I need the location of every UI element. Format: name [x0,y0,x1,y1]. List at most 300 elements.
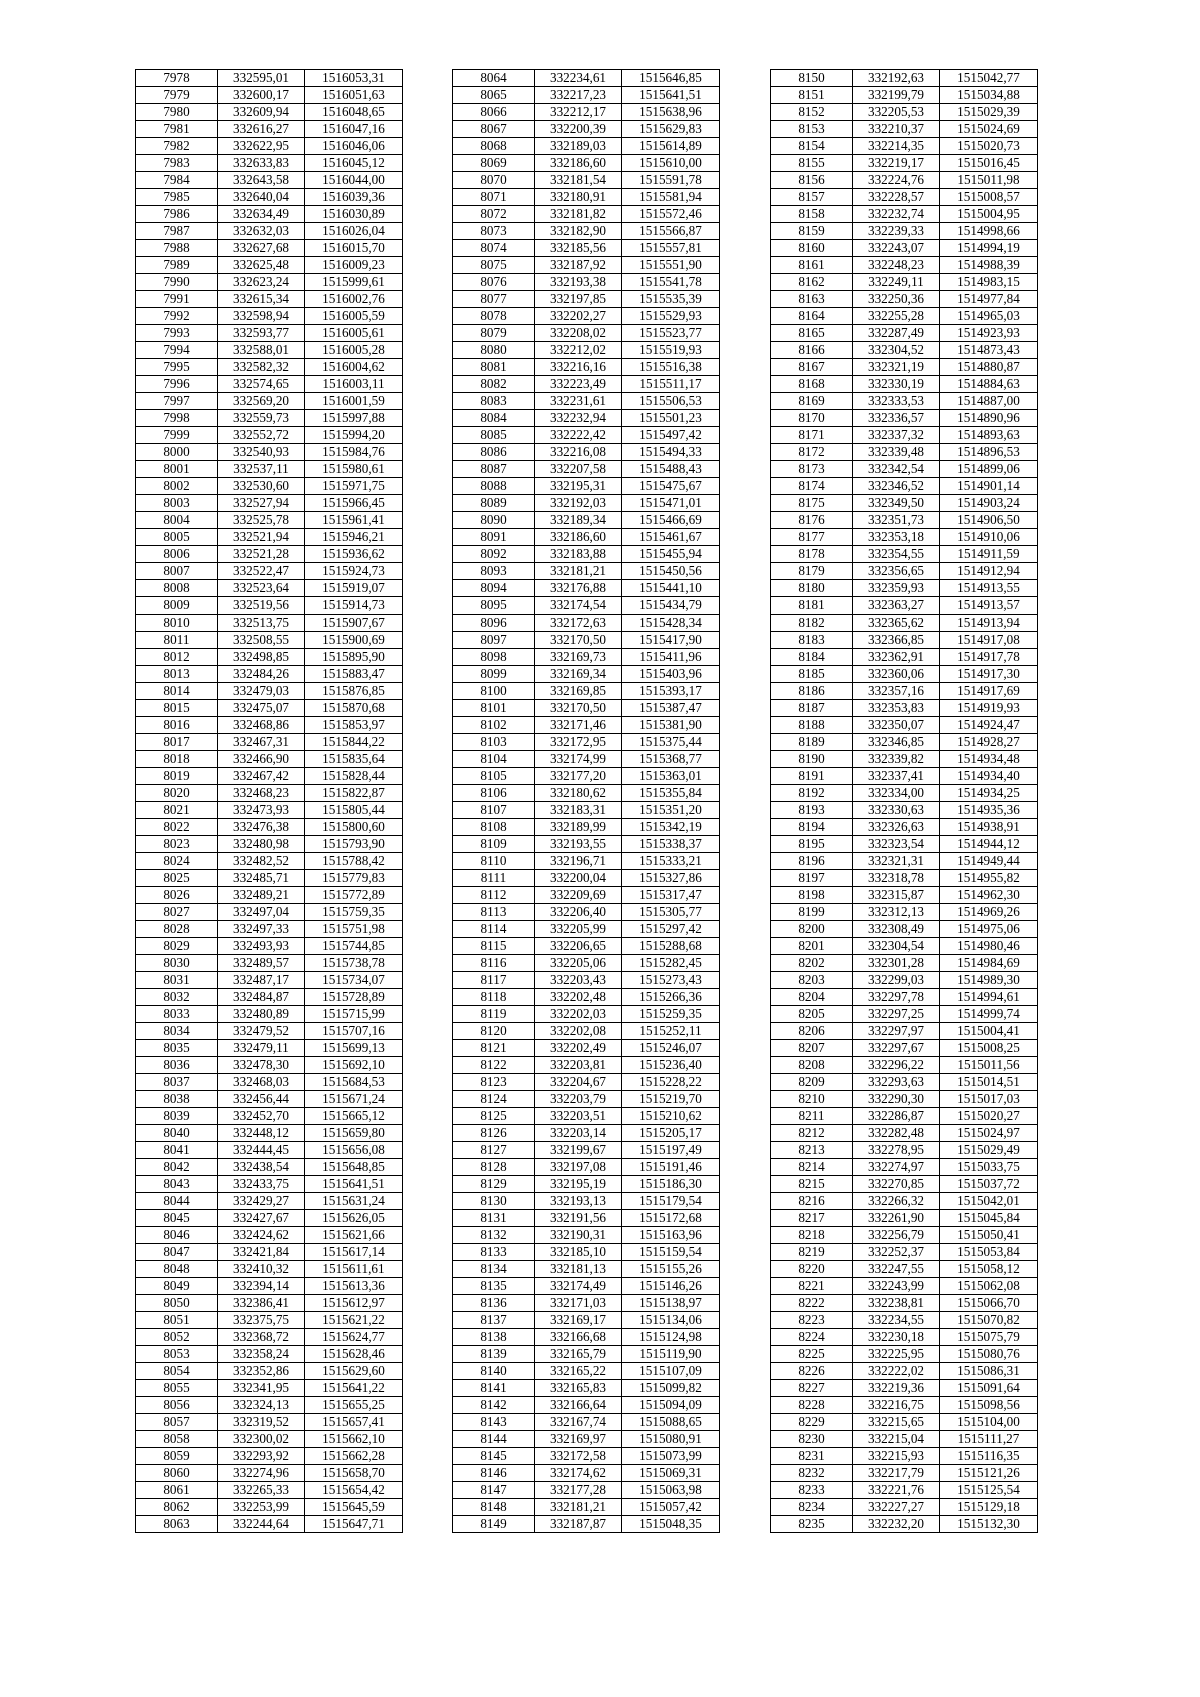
table-row [136,1465,403,1482]
x-coordinate-cell: 332199,67 [535,1141,622,1158]
x-coordinate-cell: 332270,85 [853,1176,940,1193]
point-number-cell: 8144 [453,1431,535,1448]
y-coordinate-cell: 1514975,06 [940,920,1038,937]
table-row [771,393,1038,410]
y-coordinate-cell: 1516002,76 [305,291,403,308]
point-number-cell: 8137 [453,1312,535,1329]
x-coordinate-cell: 332215,93 [853,1448,940,1465]
x-coordinate-cell: 332350,07 [853,716,940,733]
table-row [771,461,1038,478]
y-coordinate-cell: 1515497,42 [622,427,720,444]
x-coordinate-cell: 332193,55 [535,835,622,852]
x-coordinate-cell: 332421,84 [218,1244,305,1261]
x-coordinate-cell: 332362,91 [853,648,940,665]
point-number-cell: 8050 [136,1295,218,1312]
point-number-cell: 8037 [136,1073,218,1090]
point-number-cell: 8045 [136,1210,218,1227]
point-number-cell: 8203 [771,971,853,988]
y-coordinate-cell: 1515728,89 [305,988,403,1005]
x-coordinate-cell: 332323,54 [853,835,940,852]
table-row [136,342,403,359]
x-coordinate-cell: 332238,81 [853,1295,940,1312]
table-row [136,257,403,274]
table-row [771,478,1038,495]
x-coordinate-cell: 332206,65 [535,937,622,954]
table-row [771,1244,1038,1261]
table-row [136,903,403,920]
table-row [136,648,403,665]
point-number-cell: 8044 [136,1193,218,1210]
x-coordinate-cell: 332204,67 [535,1073,622,1090]
table-row [453,801,720,818]
point-number-cell: 8087 [453,461,535,478]
point-number-cell: 8172 [771,444,853,461]
y-coordinate-cell: 1515125,54 [940,1482,1038,1499]
y-coordinate-cell: 1515057,42 [622,1499,720,1516]
y-coordinate-cell: 1515075,79 [940,1329,1038,1346]
y-coordinate-cell: 1516005,59 [305,308,403,325]
x-coordinate-cell: 332192,03 [535,495,622,512]
y-coordinate-cell: 1515946,21 [305,529,403,546]
x-coordinate-cell: 332360,06 [853,665,940,682]
point-number-cell: 8096 [453,614,535,631]
point-number-cell: 8034 [136,1022,218,1039]
table-row [771,1499,1038,1516]
y-coordinate-cell: 1515011,98 [940,172,1038,189]
table-row [453,546,720,563]
x-coordinate-cell: 332482,52 [218,852,305,869]
table-row [453,512,720,529]
y-coordinate-cell: 1515066,70 [940,1295,1038,1312]
point-number-cell: 8199 [771,903,853,920]
table-row [771,597,1038,614]
y-coordinate-cell: 1515494,33 [622,444,720,461]
table-row [136,1090,403,1107]
y-coordinate-cell: 1515014,51 [940,1073,1038,1090]
point-number-cell: 7995 [136,359,218,376]
y-coordinate-cell: 1515519,93 [622,342,720,359]
y-coordinate-cell: 1515088,65 [622,1414,720,1431]
point-number-cell: 8046 [136,1227,218,1244]
point-number-cell: 8231 [771,1448,853,1465]
table-row [771,70,1038,87]
point-number-cell: 8106 [453,784,535,801]
table-row [136,1397,403,1414]
point-number-cell: 8007 [136,563,218,580]
y-coordinate-cell: 1514917,30 [940,665,1038,682]
x-coordinate-cell: 332202,49 [535,1039,622,1056]
point-number-cell: 8160 [771,240,853,257]
y-coordinate-cell: 1515132,30 [940,1516,1038,1533]
x-coordinate-cell: 332475,07 [218,699,305,716]
point-number-cell: 8082 [453,376,535,393]
y-coordinate-cell: 1514962,30 [940,886,1038,903]
table-row [136,461,403,478]
point-number-cell: 7980 [136,104,218,121]
point-number-cell: 8105 [453,767,535,784]
x-coordinate-cell: 332352,86 [218,1363,305,1380]
table-row [453,903,720,920]
point-number-cell: 8198 [771,886,853,903]
x-coordinate-cell: 332484,87 [218,988,305,1005]
x-coordinate-cell: 332479,11 [218,1039,305,1056]
x-coordinate-cell: 332375,75 [218,1312,305,1329]
point-number-cell: 8064 [453,70,535,87]
x-coordinate-cell: 332183,31 [535,801,622,818]
table-row [453,665,720,682]
point-number-cell: 8057 [136,1414,218,1431]
x-coordinate-cell: 332342,54 [853,461,940,478]
x-coordinate-cell: 332266,32 [853,1193,940,1210]
table-row [453,920,720,937]
y-coordinate-cell: 1515870,68 [305,699,403,716]
x-coordinate-cell: 332297,78 [853,988,940,1005]
point-number-cell: 8008 [136,580,218,597]
x-coordinate-cell: 332187,92 [535,257,622,274]
point-number-cell: 8179 [771,563,853,580]
point-number-cell: 8081 [453,359,535,376]
y-coordinate-cell: 1514911,59 [940,546,1038,563]
x-coordinate-cell: 332189,03 [535,138,622,155]
table-row [453,478,720,495]
y-coordinate-cell: 1514999,74 [940,1005,1038,1022]
point-number-cell: 8120 [453,1022,535,1039]
point-number-cell: 8151 [771,87,853,104]
y-coordinate-cell: 1515073,99 [622,1448,720,1465]
y-coordinate-cell: 1515146,26 [622,1278,720,1295]
x-coordinate-cell: 332326,63 [853,818,940,835]
point-number-cell: 8109 [453,835,535,852]
point-number-cell: 8072 [453,206,535,223]
table-row [136,954,403,971]
y-coordinate-cell: 1515070,82 [940,1312,1038,1329]
point-number-cell: 8093 [453,563,535,580]
point-number-cell: 8047 [136,1244,218,1261]
table-row [136,70,403,87]
x-coordinate-cell: 332312,13 [853,903,940,920]
table-row [136,563,403,580]
table-row [136,172,403,189]
y-coordinate-cell: 1515205,17 [622,1124,720,1141]
x-coordinate-cell: 332222,02 [853,1363,940,1380]
table-row [136,1295,403,1312]
x-coordinate-cell: 332366,85 [853,631,940,648]
table-row [136,529,403,546]
point-number-cell: 8031 [136,971,218,988]
point-number-cell: 8048 [136,1261,218,1278]
x-coordinate-cell: 332480,98 [218,835,305,852]
y-coordinate-cell: 1515936,62 [305,546,403,563]
table-row [136,1005,403,1022]
table-row [453,1261,720,1278]
table-row [453,1465,720,1482]
table-row [771,886,1038,903]
y-coordinate-cell: 1514935,36 [940,801,1038,818]
x-coordinate-cell: 332609,94 [218,104,305,121]
y-coordinate-cell: 1514969,26 [940,903,1038,920]
x-coordinate-cell: 332513,75 [218,614,305,631]
x-coordinate-cell: 332363,27 [853,597,940,614]
x-coordinate-cell: 332215,65 [853,1414,940,1431]
table-row [453,1193,720,1210]
table-row [453,1176,720,1193]
y-coordinate-cell: 1514899,06 [940,461,1038,478]
table-row [453,359,720,376]
x-coordinate-cell: 332216,08 [535,444,622,461]
table-row [453,529,720,546]
x-coordinate-cell: 332217,23 [535,87,622,104]
y-coordinate-cell: 1515629,83 [622,121,720,138]
point-number-cell: 8090 [453,512,535,529]
table-row [771,971,1038,988]
table-row [453,1107,720,1124]
x-coordinate-cell: 332203,81 [535,1056,622,1073]
x-coordinate-cell: 332527,94 [218,495,305,512]
y-coordinate-cell: 1515994,20 [305,427,403,444]
x-coordinate-cell: 332321,19 [853,359,940,376]
table-row [136,240,403,257]
y-coordinate-cell: 1515572,46 [622,206,720,223]
y-coordinate-cell: 1516001,59 [305,393,403,410]
table-row [771,1056,1038,1073]
table-row [136,1261,403,1278]
point-number-cell: 8099 [453,665,535,682]
point-number-cell: 8138 [453,1329,535,1346]
y-coordinate-cell: 1514896,53 [940,444,1038,461]
point-number-cell: 8139 [453,1346,535,1363]
table-row [453,308,720,325]
table-row [453,257,720,274]
table-row [136,801,403,818]
table-row [771,1141,1038,1158]
y-coordinate-cell: 1515624,77 [305,1329,403,1346]
y-coordinate-cell: 1515971,75 [305,478,403,495]
y-coordinate-cell: 1515029,39 [940,104,1038,121]
point-number-cell: 8182 [771,614,853,631]
table-row [771,1090,1038,1107]
x-coordinate-cell: 332249,11 [853,274,940,291]
x-coordinate-cell: 332203,79 [535,1090,622,1107]
table-row [771,342,1038,359]
x-coordinate-cell: 332274,97 [853,1159,940,1176]
x-coordinate-cell: 332205,53 [853,104,940,121]
y-coordinate-cell: 1515252,11 [622,1022,720,1039]
table-row [453,971,720,988]
point-number-cell: 7996 [136,376,218,393]
point-number-cell: 8080 [453,342,535,359]
point-number-cell: 8010 [136,614,218,631]
x-coordinate-cell: 332174,49 [535,1278,622,1295]
x-coordinate-cell: 332622,95 [218,138,305,155]
y-coordinate-cell: 1515772,89 [305,886,403,903]
y-coordinate-cell: 1514884,63 [940,376,1038,393]
y-coordinate-cell: 1516005,28 [305,342,403,359]
x-coordinate-cell: 332293,92 [218,1448,305,1465]
point-number-cell: 8110 [453,852,535,869]
x-coordinate-cell: 332359,93 [853,580,940,597]
y-coordinate-cell: 1515684,53 [305,1073,403,1090]
x-coordinate-cell: 332299,03 [853,971,940,988]
y-coordinate-cell: 1514913,57 [940,597,1038,614]
point-number-cell: 8227 [771,1380,853,1397]
x-coordinate-cell: 332192,63 [853,70,940,87]
x-coordinate-cell: 332640,04 [218,189,305,206]
table-row [771,172,1038,189]
table-row [453,444,720,461]
table-row [136,1056,403,1073]
point-number-cell: 8132 [453,1227,535,1244]
point-number-cell: 8115 [453,937,535,954]
y-coordinate-cell: 1515759,35 [305,903,403,920]
table-row [136,988,403,1005]
table-row [771,1227,1038,1244]
point-number-cell: 8001 [136,461,218,478]
y-coordinate-cell: 1514912,94 [940,563,1038,580]
x-coordinate-cell: 332321,31 [853,852,940,869]
x-coordinate-cell: 332190,31 [535,1227,622,1244]
point-number-cell: 8133 [453,1244,535,1261]
y-coordinate-cell: 1515317,47 [622,886,720,903]
x-coordinate-cell: 332448,12 [218,1124,305,1141]
x-coordinate-cell: 332172,63 [535,614,622,631]
x-coordinate-cell: 332212,17 [535,104,622,121]
x-coordinate-cell: 332182,90 [535,223,622,240]
x-coordinate-cell: 332181,54 [535,172,622,189]
y-coordinate-cell: 1514989,30 [940,971,1038,988]
table-row [771,410,1038,427]
y-coordinate-cell: 1515033,75 [940,1159,1038,1176]
y-coordinate-cell: 1515351,20 [622,801,720,818]
y-coordinate-cell: 1516051,63 [305,87,403,104]
y-coordinate-cell: 1515011,56 [940,1056,1038,1073]
x-coordinate-cell: 332643,58 [218,172,305,189]
x-coordinate-cell: 332203,51 [535,1107,622,1124]
y-coordinate-cell: 1515069,31 [622,1465,720,1482]
y-coordinate-cell: 1515004,41 [940,1022,1038,1039]
table-row [136,597,403,614]
point-number-cell: 8218 [771,1227,853,1244]
y-coordinate-cell: 1515788,42 [305,852,403,869]
table-row [771,699,1038,716]
table-row [453,1482,720,1499]
x-coordinate-cell: 332598,94 [218,308,305,325]
x-coordinate-cell: 332195,31 [535,478,622,495]
x-coordinate-cell: 332353,83 [853,699,940,716]
point-number-cell: 8014 [136,682,218,699]
point-number-cell: 8225 [771,1346,853,1363]
table-row [771,1176,1038,1193]
point-number-cell: 8112 [453,886,535,903]
y-coordinate-cell: 1515450,56 [622,563,720,580]
x-coordinate-cell: 332205,06 [535,954,622,971]
y-coordinate-cell: 1514913,94 [940,614,1038,631]
point-number-cell: 8079 [453,325,535,342]
table-row [453,1022,720,1039]
point-number-cell: 8228 [771,1397,853,1414]
y-coordinate-cell: 1515236,40 [622,1056,720,1073]
x-coordinate-cell: 332261,90 [853,1210,940,1227]
point-number-cell: 8003 [136,495,218,512]
table-row [453,495,720,512]
table-row [771,1278,1038,1295]
y-coordinate-cell: 1516005,61 [305,325,403,342]
table-row [453,699,720,716]
table-row [771,852,1038,869]
table-row [136,716,403,733]
point-number-cell: 8066 [453,104,535,121]
x-coordinate-cell: 332356,65 [853,563,940,580]
x-coordinate-cell: 332522,47 [218,563,305,580]
x-coordinate-cell: 332433,75 [218,1176,305,1193]
table-row [136,1414,403,1431]
point-number-cell: 8016 [136,716,218,733]
y-coordinate-cell: 1514983,15 [940,274,1038,291]
point-number-cell: 8187 [771,699,853,716]
x-coordinate-cell: 332172,58 [535,1448,622,1465]
x-coordinate-cell: 332623,24 [218,274,305,291]
x-coordinate-cell: 332170,50 [535,631,622,648]
table-row [453,750,720,767]
x-coordinate-cell: 332196,71 [535,852,622,869]
point-number-cell: 8191 [771,767,853,784]
table-row [771,87,1038,104]
table-row [771,359,1038,376]
point-number-cell: 8200 [771,920,853,937]
table-row [771,1482,1038,1499]
y-coordinate-cell: 1515172,68 [622,1210,720,1227]
y-coordinate-cell: 1515895,90 [305,648,403,665]
table-row [136,410,403,427]
table-row [136,682,403,699]
x-coordinate-cell: 332206,40 [535,903,622,920]
table-row [771,665,1038,682]
table-row [453,376,720,393]
x-coordinate-cell: 332519,56 [218,597,305,614]
table-row [771,1261,1038,1278]
y-coordinate-cell: 1515008,25 [940,1039,1038,1056]
y-coordinate-cell: 1515610,00 [622,155,720,172]
y-coordinate-cell: 1515648,85 [305,1159,403,1176]
table-row [771,1431,1038,1448]
point-number-cell: 8135 [453,1278,535,1295]
y-coordinate-cell: 1515654,42 [305,1482,403,1499]
x-coordinate-cell: 332427,67 [218,1210,305,1227]
y-coordinate-cell: 1515020,73 [940,138,1038,155]
table-row [453,1380,720,1397]
x-coordinate-cell: 332478,30 [218,1056,305,1073]
x-coordinate-cell: 332234,61 [535,70,622,87]
point-number-cell: 8207 [771,1039,853,1056]
point-number-cell: 8216 [771,1193,853,1210]
table-row [453,410,720,427]
point-number-cell: 8162 [771,274,853,291]
table-row [771,818,1038,835]
y-coordinate-cell: 1514873,43 [940,342,1038,359]
y-coordinate-cell: 1515210,62 [622,1107,720,1124]
point-number-cell: 8134 [453,1261,535,1278]
x-coordinate-cell: 332341,95 [218,1380,305,1397]
table-row [453,104,720,121]
point-number-cell: 8028 [136,920,218,937]
y-coordinate-cell: 1515179,54 [622,1193,720,1210]
y-coordinate-cell: 1515658,70 [305,1465,403,1482]
point-number-cell: 8123 [453,1073,535,1090]
y-coordinate-cell: 1515924,73 [305,563,403,580]
point-number-cell: 8126 [453,1124,535,1141]
x-coordinate-cell: 332169,85 [535,682,622,699]
table-row [453,784,720,801]
point-number-cell: 8040 [136,1124,218,1141]
